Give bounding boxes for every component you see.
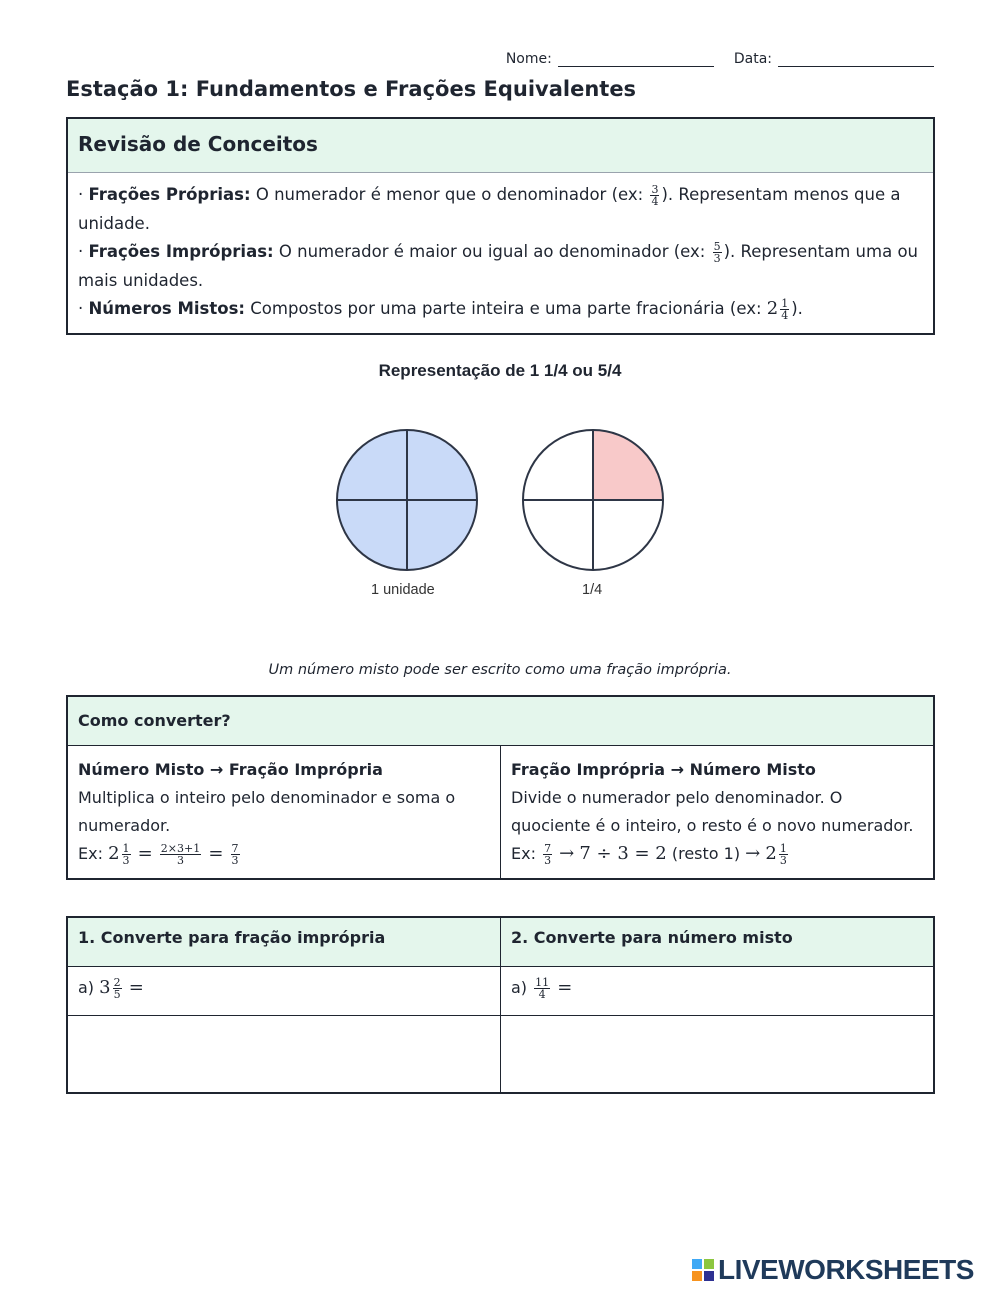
improper-to-mixed-cell	[501, 746, 935, 880]
concept-item-mixed: · Números Mistos: Compostos por uma parte inteira e uma parte fracionária (ex: 2 $\frac{1}{4}$ ).	[78, 297, 803, 322]
exercise-1-answer-space[interactable]	[67, 1015, 501, 1093]
exercise-2-heading: 2. Converte para número misto	[501, 917, 935, 966]
name-field[interactable]	[506, 51, 714, 67]
exercise-1-heading: 1. Converte para fração imprópria	[67, 917, 501, 966]
name-date-fields	[506, 51, 934, 67]
logo-icon	[692, 1259, 714, 1281]
mixed-to-improper-example: Ex: 2 $\frac{1}{3}$ = $\frac{2\times 3+1}{3}$ = $\frac{7}{3}$	[78, 842, 239, 867]
concept-review-body	[68, 173, 933, 332]
figure-title: Representação de 1 1/4 ou 5/4	[378, 361, 622, 380]
exercise-2a: a) $\frac{11}{4}$ =	[501, 966, 935, 1015]
fraction-circles-figure	[320, 420, 680, 580]
conversion-table	[66, 695, 935, 880]
left-circle-label: 1 unidade	[371, 582, 435, 598]
quarter-circle	[523, 430, 663, 570]
exercise-table	[66, 916, 935, 1094]
fraction: $\frac{3}{4}$	[651, 183, 659, 208]
name-line[interactable]	[558, 53, 714, 67]
page-title: Estação 1: Fundamentos e Frações Equivalentes	[66, 77, 637, 101]
concept-item-improper: · Frações Impróprias: O numerador é maior ou igual ao denominador (ex: $\frac{5}{3}$ ). Representam uma ou mais unidades.	[78, 240, 918, 290]
concept-review-heading: Revisão de Conceitos	[68, 119, 933, 173]
concept-term: Números Mistos:	[88, 299, 246, 318]
improper-to-mixed-text: Divide o numerador pelo denominador. O quociente é o inteiro, o resto é o novo numerador.	[511, 788, 914, 835]
concept-item-proper: · Frações Próprias: O numerador é menor que o denominador (ex: $\frac{3}{4}$ ). Representam menos que a unidade.	[78, 183, 901, 233]
exercise-2-answer-space[interactable]	[501, 1015, 935, 1093]
exercise-1a: a) 3 $\frac{2}{5}$ =	[67, 966, 501, 1015]
concept-term: Frações Próprias:	[88, 185, 251, 204]
mixed-to-improper-title: Número Misto → Fração Imprópria	[78, 760, 383, 779]
mixed-to-improper-text: Multiplica o inteiro pelo denominador e soma o numerador.	[78, 788, 456, 835]
whole-unit-circle	[337, 430, 477, 570]
concept-term: Frações Impróprias:	[88, 242, 274, 261]
fraction: $\frac{5}{3}$	[713, 240, 721, 265]
mixed-number-note: Um número misto pode ser escrito como uma fração imprópria.	[268, 662, 732, 678]
concept-review-box	[66, 117, 935, 335]
right-circle-label: 1/4	[582, 582, 603, 598]
date-field[interactable]	[734, 51, 934, 67]
improper-to-mixed-title: Fração Imprópria → Número Misto	[511, 760, 816, 779]
name-label: Nome:	[505, 51, 552, 67]
mixed-to-improper-cell	[67, 746, 501, 880]
liveworksheets-logo: LIVEWORKSHEETS	[692, 1254, 974, 1286]
date-label: Data:	[733, 51, 772, 67]
fraction: $\frac{1}{4}$	[781, 297, 789, 322]
improper-to-mixed-example: Ex: $\frac{7}{3}$ → 7 ÷ 3 = 2 (resto 1) → 2 $\frac{1}{3}$	[511, 842, 787, 867]
conversion-heading: Como converter?	[67, 696, 934, 746]
date-line[interactable]	[778, 53, 934, 67]
